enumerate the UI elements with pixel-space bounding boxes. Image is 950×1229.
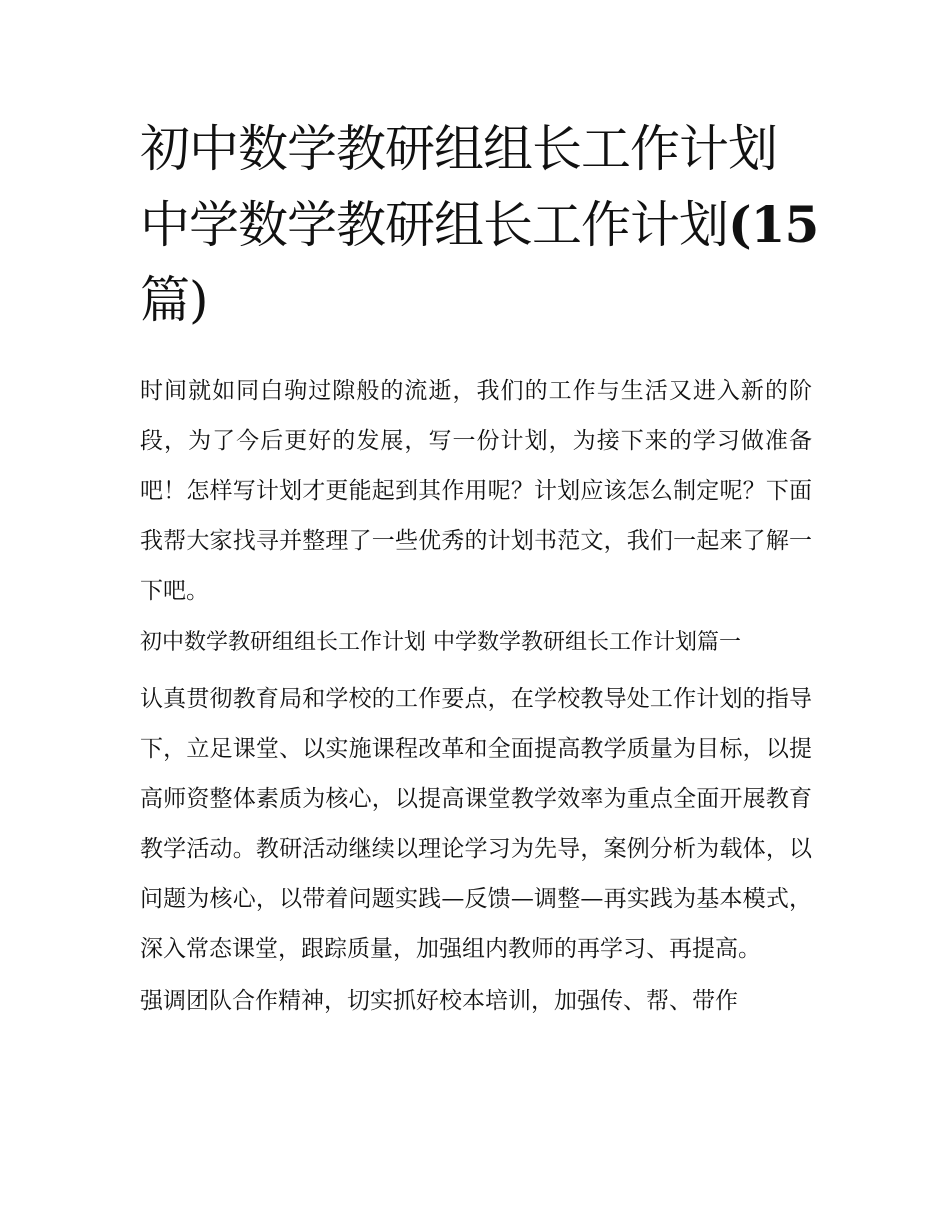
section-heading: 初中数学教研组组长工作计划 中学数学教研组长工作计划篇一 xyxy=(140,630,741,655)
document-page xyxy=(140,112,819,1026)
title-line-2-count: (15 xyxy=(728,195,819,254)
title-line-2-text: 中学数学教研组长工作计划 xyxy=(140,196,728,254)
document-title xyxy=(140,112,819,338)
title-line-3: 篇) xyxy=(140,271,208,329)
intro-paragraph: 时间就如同白驹过隙般的流逝，我们的工作与生活又进入新的阶段，为了今后更好的发展，写一份计划，为接下来的学习做准备吧！怎样写计划才更能起到其作用呢？计划应该怎么制定呢？下面我帮大家找寻并整理了一些优秀的计划书范文，我们一起来了解一下吧。 xyxy=(140,378,812,604)
body-paragraph-1: 认真贯彻教育局和学校的工作要点，在学校教导处工作计划的指导下，立足课堂、以实施课程改革和全面提高教学质量为目标，以提高师资整体素质为核心，以提高课堂教学效率为重点全面开展教育教学活动。教研活动继续以理论学习为先导，案例分析为载体，以问题为核心，以带着问题实践—反馈—调整—再实践为基本模式，深入常态课堂，跟踪质量，加强组内教师的再学习、再提高。 xyxy=(140,686,812,962)
title-line-2 xyxy=(140,187,819,263)
title-line-1: 初中数学教研组组长工作计划 xyxy=(140,120,777,178)
body-paragraph-2: 强调团队合作精神，切实抓好校本培训，加强传、帮、带作 xyxy=(140,988,738,1014)
